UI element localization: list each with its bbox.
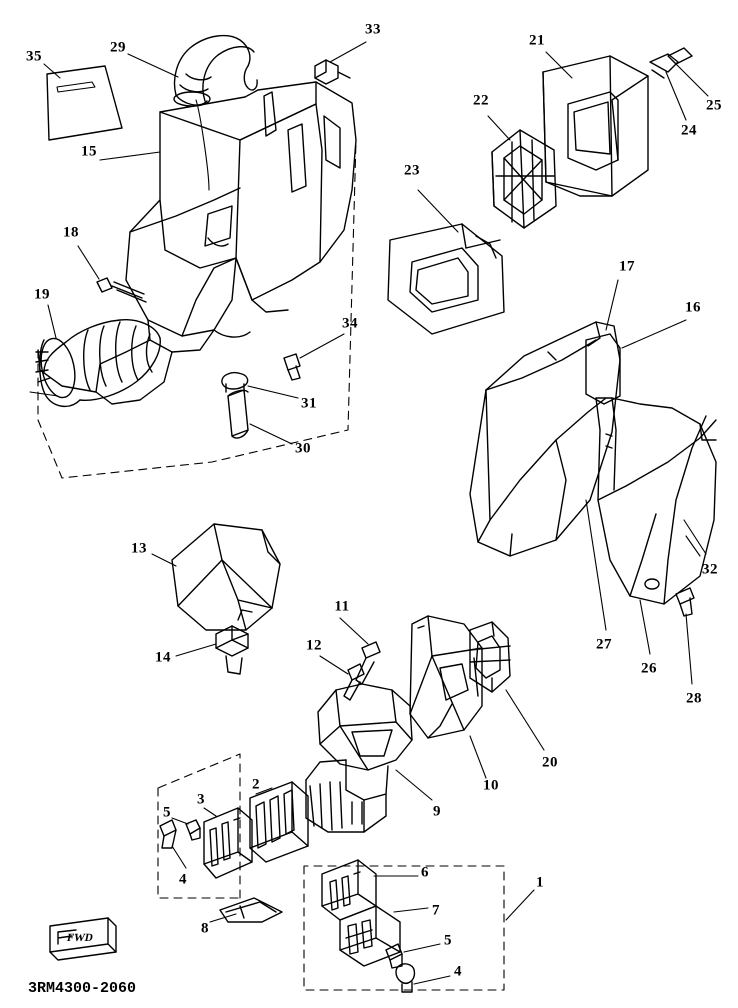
- callout-23: 23: [404, 162, 420, 179]
- callout-2: 2: [252, 776, 260, 793]
- part-4-screw-right: [396, 964, 415, 992]
- part-30-grommet: [228, 390, 248, 438]
- callout-29: 29: [110, 39, 126, 56]
- part-23-seal: [388, 224, 504, 334]
- callout-19: 19: [34, 286, 50, 303]
- part-16-side-cover: [586, 334, 716, 604]
- part-34-screw: [284, 354, 300, 380]
- part-10-carb-body: [410, 616, 482, 738]
- part-18-screw: [97, 278, 146, 302]
- part-5-washer-right: [386, 944, 402, 968]
- callout-31: 31: [301, 395, 317, 412]
- callout-18: 18: [63, 224, 79, 241]
- diagram-part-number: 3RM4300-2060: [28, 980, 137, 997]
- callout-17: 17: [619, 258, 635, 275]
- callout-27: 27: [596, 636, 612, 653]
- callout-9: 9: [433, 803, 441, 820]
- part-4-screw-left: [160, 820, 176, 848]
- callout-33: 33: [365, 21, 381, 38]
- part-20-gasket: [470, 622, 510, 692]
- part-7-reed-valve: [340, 906, 400, 966]
- callout-14: 14: [155, 649, 171, 666]
- callout-20: 20: [542, 754, 558, 771]
- callout-7: 7: [432, 902, 440, 919]
- callout-1: 1: [536, 874, 544, 891]
- callout-22: 22: [473, 92, 489, 109]
- part-28-screw: [676, 588, 694, 616]
- part-29-duct: [174, 36, 257, 106]
- callout-32: 32: [702, 561, 718, 578]
- callout-15: 15: [81, 143, 97, 160]
- part-31-clip: [222, 373, 248, 393]
- callout-4-left: 4: [179, 871, 187, 888]
- part-5-washer-left: [186, 820, 200, 840]
- callout-3: 3: [197, 791, 205, 808]
- callout-5-left: 5: [163, 804, 171, 821]
- part-24-clip: [650, 54, 678, 78]
- callout-5-right: 5: [444, 932, 452, 949]
- callout-6: 6: [421, 864, 429, 881]
- part-17-side-frame: [470, 322, 620, 556]
- callout-28: 28: [686, 690, 702, 707]
- part-2-reed-block: [250, 782, 308, 862]
- callout-4-right: 4: [454, 963, 462, 980]
- callout-8: 8: [201, 920, 209, 937]
- callout-34: 34: [342, 315, 358, 332]
- callout-24: 24: [681, 122, 697, 139]
- callout-21: 21: [529, 32, 545, 49]
- callout-30: 30: [295, 440, 311, 457]
- part-13-cover: [172, 524, 280, 630]
- callout-25: 25: [706, 97, 722, 114]
- callout-16: 16: [685, 299, 701, 316]
- part-33-bolt: [315, 60, 350, 84]
- callout-10: 10: [483, 777, 499, 794]
- callout-26: 26: [641, 660, 657, 677]
- part-8-reed-petal: [220, 898, 282, 922]
- part-6-reed-stopper: [322, 860, 376, 920]
- part-14-cap: [216, 610, 252, 674]
- fwd-direction-label: FWD: [65, 932, 95, 944]
- callout-12: 12: [306, 637, 322, 654]
- part-11-screw: [356, 642, 380, 684]
- callout-13: 13: [131, 540, 147, 557]
- callout-11: 11: [334, 598, 350, 615]
- part-21-cover: [543, 56, 648, 196]
- part-15-airbox: [38, 82, 356, 404]
- callout-35: 35: [26, 48, 42, 65]
- part-3-reed-plate: [204, 808, 252, 878]
- part-9-carburetor: [306, 684, 412, 832]
